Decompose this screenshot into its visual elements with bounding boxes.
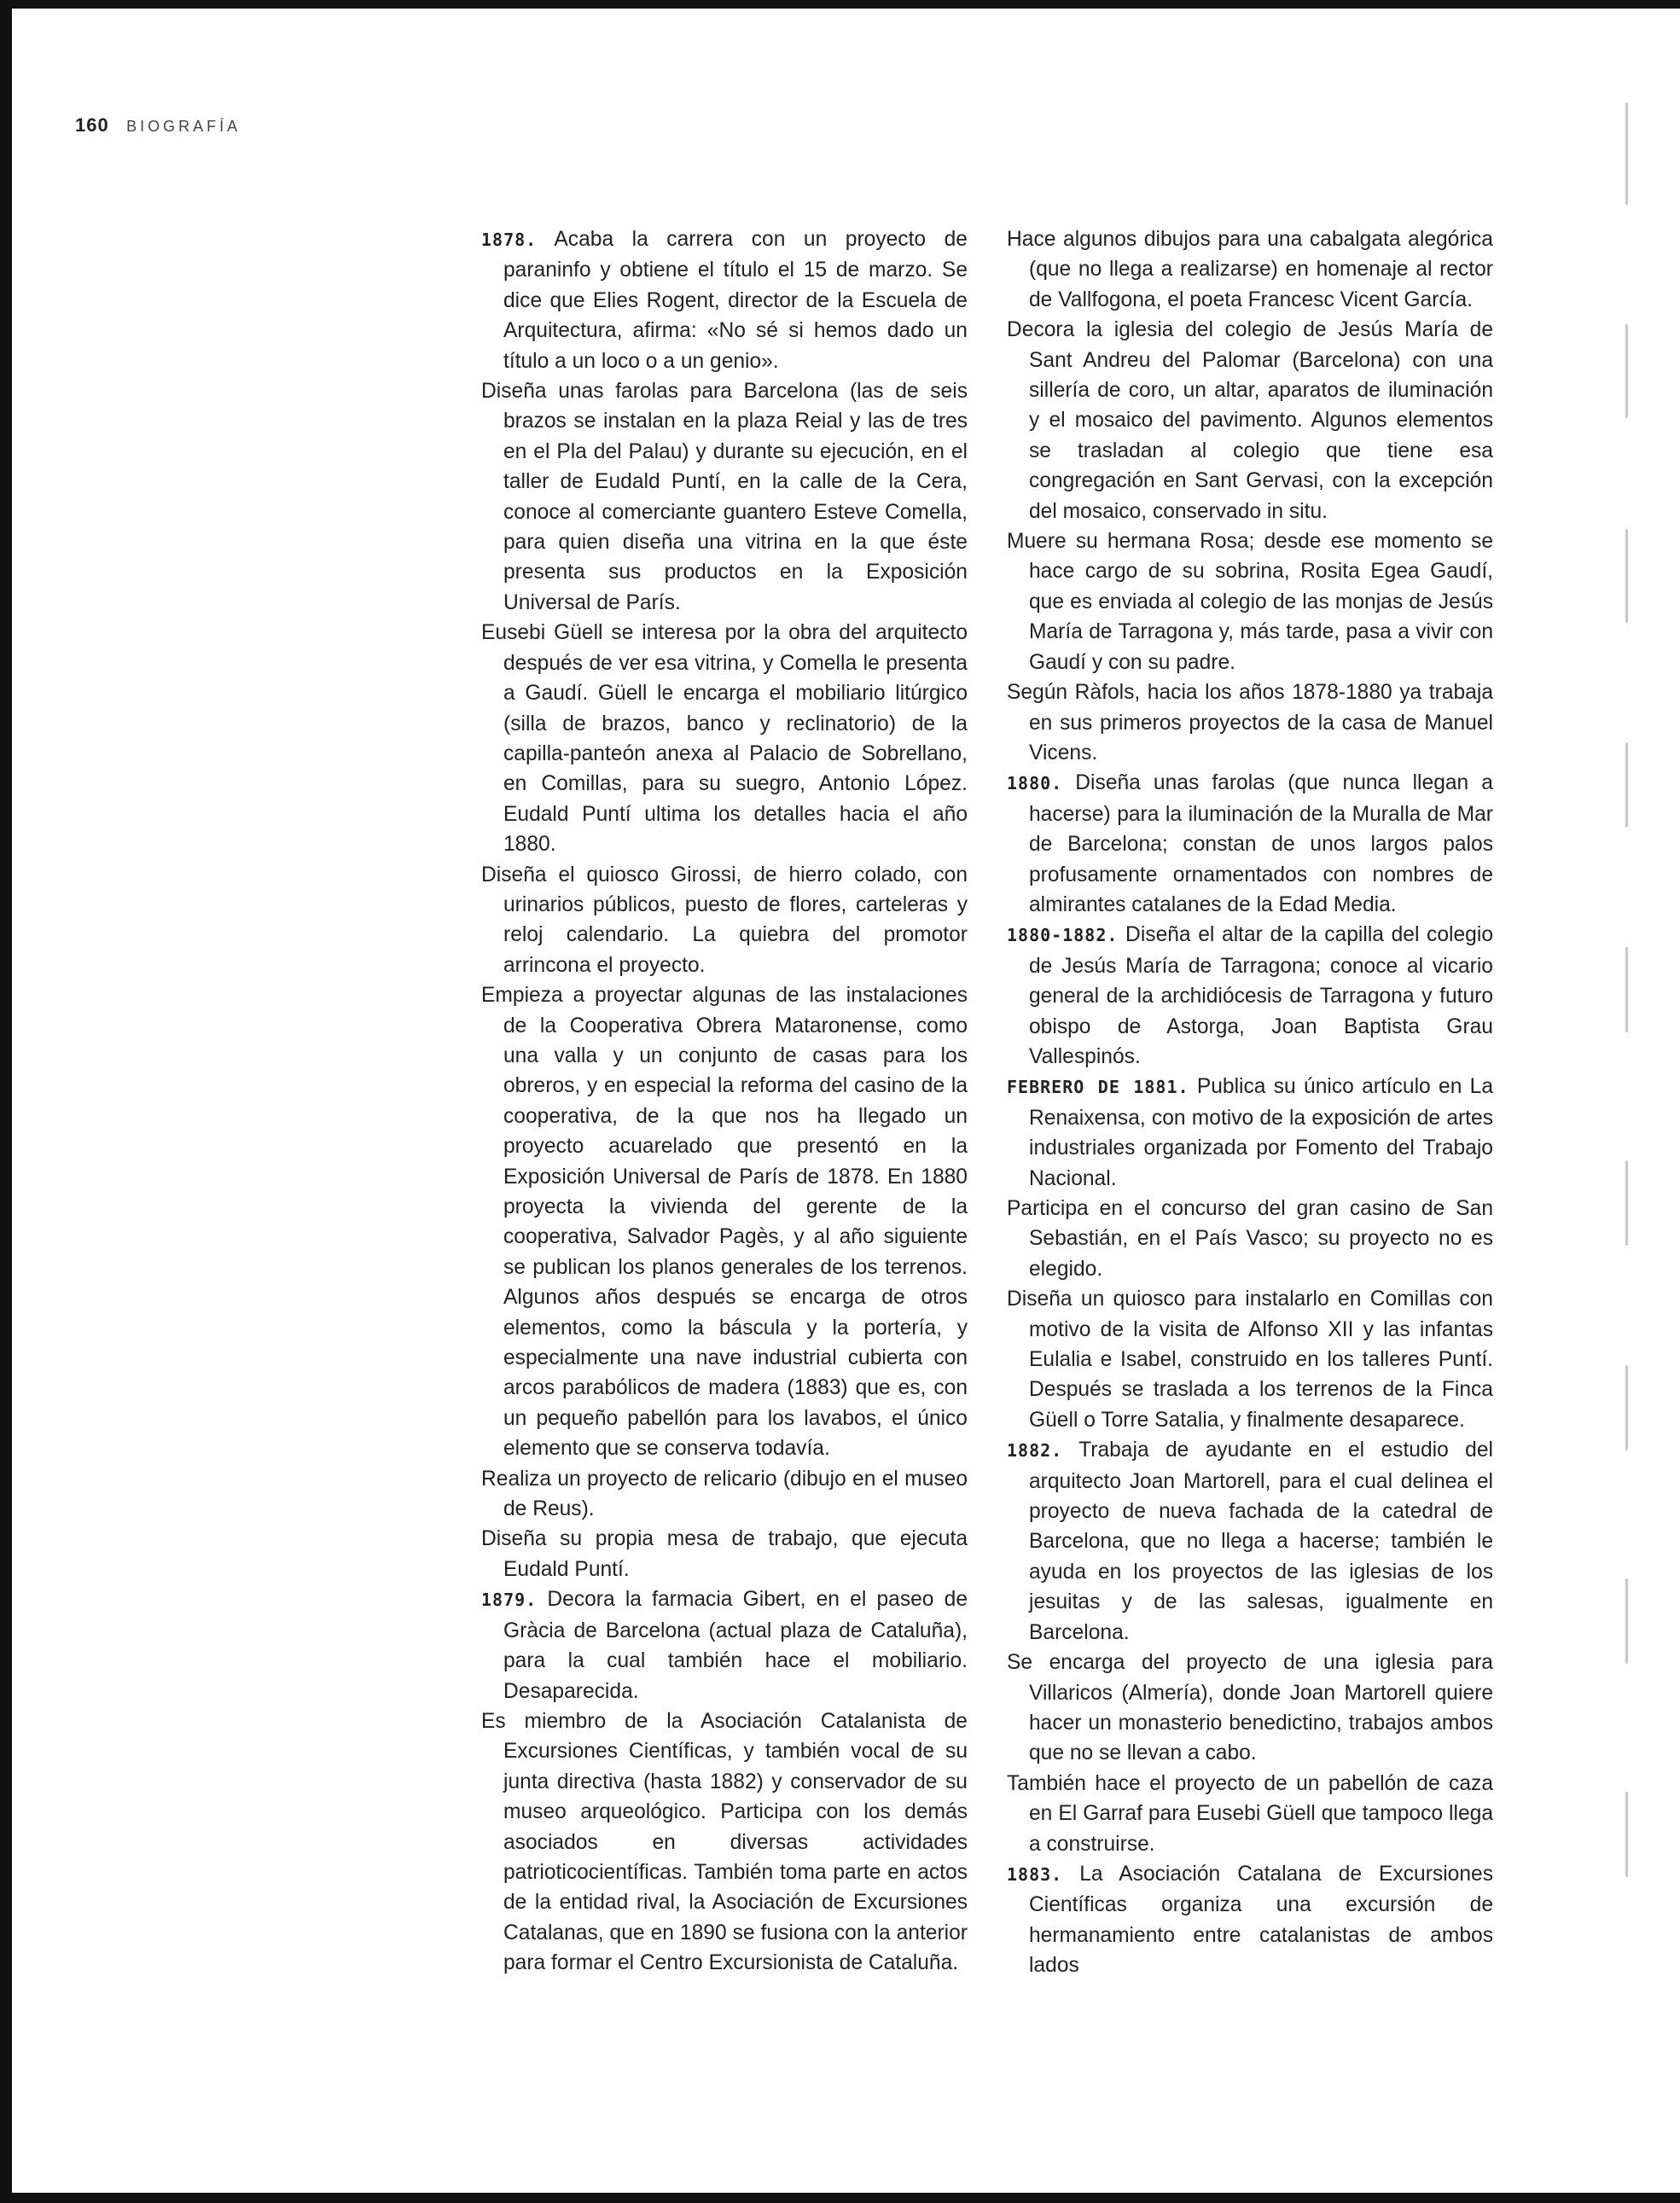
body-text: También hace el proyecto de un pabellón de caza en El Garraf para Eusebi Güell que tampoco llega a construirse. <box>1007 1771 1493 1856</box>
section-label: BIOGRAFÍA <box>126 118 241 135</box>
body-text: Publica su único artículo en <box>1189 1075 1470 1099</box>
paragraph <box>1007 526 1493 677</box>
binding-mark <box>1625 1160 1628 1246</box>
body-text: Diseña unas farolas para Barcelona (las de seis brazos se instalan en la plaza Reial y las de tres en el Pla del Palau) y durante su ejecución, en el taller de Eudald Puntí, en la calle de la Cera, conoce al comerciante guantero Esteve Comella, para quien diseña una vitrina en la que éste presenta sus productos en la Exposición Universal de París. <box>481 380 968 614</box>
body-text: La Asociación Catalana de Excursiones Científicas organiza una excursión de hermanamiento entre catalanistas de ambos lados <box>1029 1862 1493 1978</box>
body-text: Empieza a proyectar algunas de las instalaciones de la Cooperativa Obrera Mataronense, como una valla y un conjunto de casas para los obreros, y en especial la reforma del casino de la cooperativa, de la que nos ha llegado un proyecto acuarelado que presentó en la Exposición Universal de París de 1878. En 1880 proyecta la vivienda del gerente de la cooperativa, Salvador Pagès, y al año siguiente se publican los planos generales de los terrenos. Algunos años después se encarga de otros elementos, como la báscula y la portería, y especialmente una nave industrial cubierta con arcos parabólicos de madera (1883) que es, con un pequeño pabellón para los lavabos, el único elemento que se conserva todavía. <box>481 984 968 1461</box>
paragraph <box>1007 920 1493 1072</box>
body-text: Trabaja de ayudante en el estudio del arquitecto Joan Martorell, para el cual delinea el proyecto de nueva fachada de la catedral de Barcelona, que no llega a hacerse; también le ayuda en los proyectos de las iglesias de los jesuitas y de las salesas, igualmente en Barcelona. <box>1029 1439 1493 1644</box>
entry-date-lead: 1883. <box>1007 1863 1063 1885</box>
body-text: Participa en el concurso del gran casino de San Sebastián, en el País Vasco; su proyecto no es elegido. <box>1007 1197 1493 1281</box>
body-text: Acaba la carrera con un proyecto de paraninfo y obtiene el título el 15 de marzo. Se dice que Elies Rogent, director de la Escuela de Arquitectura, afirma: «No sé si hemos dado un título a un loco o a un genio». <box>503 228 968 373</box>
paragraph <box>481 1524 968 1584</box>
paragraph <box>481 618 968 859</box>
entry-date-lead: 1882. <box>1007 1440 1063 1462</box>
page-border-bottom <box>0 2193 1680 2203</box>
entry-date-lead: 1880-1882. <box>1007 925 1119 946</box>
body-text: Diseña un quiosco para instalarlo en Comillas con motivo de la visita de Alfonso XII y las infantas Eulalia e Isabel, construido en los talleres Puntí. Después se traslada a los terrenos de la Finca Güell o Torre Satalia, y finalmente desaparece. <box>1007 1288 1493 1432</box>
italic-text: La Renaixensa <box>1029 1075 1494 1130</box>
paragraph <box>1007 224 1493 315</box>
binding-mark <box>1625 102 1628 205</box>
body-text: Decora la farmacia Gibert, en el paseo de Gràcia de Barcelona (actual plaza de Cataluña), para la cual también hace el mobiliario. Desaparecida. <box>503 1588 968 1703</box>
body-text: Se encarga del proyecto de una iglesia para Villaricos (Almería), donde Joan Martorell quiere hacer un monasterio benedictino, trabajos ambos que no se llevan a cabo. <box>1007 1651 1493 1765</box>
paragraph <box>1007 677 1493 768</box>
page-number: 160 <box>75 114 109 136</box>
body-text: . <box>1322 499 1328 523</box>
page-border-left <box>0 0 12 2203</box>
running-header <box>75 114 241 137</box>
paragraph <box>1007 1435 1493 1648</box>
entry-date-lead: 1878. <box>481 230 538 250</box>
paragraph <box>1007 1648 1493 1769</box>
body-text: , con motivo de la exposición de artes industriales organizada por Fomento del Trabajo Nacional. <box>1029 1106 1493 1190</box>
page-border-top <box>0 0 1680 9</box>
body-text: Hace algunos dibujos para una cabalgata alegórica (que no llega a realizarse) en homenaje al rector de Vallfogona, el poeta Francesc Vicent García. <box>1007 228 1493 311</box>
entry-date-lead: FEBRERO DE 1881. <box>1007 1077 1189 1098</box>
text-column-right <box>1007 224 1493 1981</box>
body-text: Diseña su propia mesa de trabajo, que ejecuta Eudald Puntí. <box>481 1527 968 1581</box>
body-text: Realiza un proyecto de relicario (dibujo en el museo de Reus). <box>481 1467 968 1521</box>
paragraph <box>481 1584 968 1706</box>
binding-mark <box>1625 529 1628 623</box>
paragraph <box>1007 315 1493 526</box>
body-text: Eusebi Güell se interesa por la obra del arquitecto después de ver esa vitrina, y Comella le presenta a Gaudí. Güell le encarga el mobiliario litúrgico (silla de brazos, banco y reclinatorio) de la capilla-panteón anexa al Palacio de Sobrellano, en Comillas, para su suegro, Antonio López. Eudald Puntí ultima los detalles hacia el año 1880. <box>481 621 968 857</box>
binding-mark <box>1625 947 1628 1032</box>
binding-mark <box>1625 1792 1628 1877</box>
paragraph <box>1007 768 1493 920</box>
paragraph <box>1007 1284 1493 1435</box>
binding-mark <box>1625 324 1628 418</box>
paragraph <box>481 1464 968 1525</box>
body-text: Diseña el altar de la capilla del colegio de Jesús María de Tarragona; conoce al vicario general de la archidiócesis de Tarragona y futuro obispo de Astorga, Joan Baptista Grau Vallespinós. <box>1029 923 1493 1068</box>
binding-mark <box>1625 1365 1628 1450</box>
paragraph <box>481 860 968 981</box>
entry-date-lead: 1879. <box>481 1590 538 1611</box>
body-text: Diseña el quiosco Girossi, de hierro colado, con urinarios públicos, puesto de flores, carteleras y reloj calendario. La quiebra del promotor arrincona el proyecto. <box>481 863 968 977</box>
entry-date-lead: 1880. <box>1007 773 1063 794</box>
body-text: Es miembro de la Asociación Catalanista de Excursiones Científicas, y también vocal de su junta directiva (hasta 1882) y conservador de su museo arqueológico. Participa con los demás asociados en diversas actividades patrioticocientíficas. También toma parte en actos de la entidad rival, la Asociación de Excursiones Catalanas, que en 1890 se fusiona con la anterior para formar el Centro Excursionista de Cataluña. <box>481 1709 968 1975</box>
binding-mark <box>1625 1578 1628 1664</box>
italic-text: in situ <box>1266 499 1322 523</box>
paragraph <box>481 224 968 376</box>
body-text: Diseña unas farolas (que nunca llegan a hacerse) para la iluminación de la Muralla de Mar de Barcelona; constan de unos largos palos profusamente ornamentados con nombres de almirantes catalanes de la Edad Media. <box>1029 771 1493 916</box>
paragraph <box>1007 1194 1493 1284</box>
paragraph <box>1007 1072 1493 1194</box>
binding-mark <box>1625 742 1628 828</box>
paragraph <box>481 1706 968 1979</box>
body-text: Según Ràfols, hacia los años 1878-1880 ya trabaja en sus primeros proyectos de la casa de Manuel Vicens. <box>1007 681 1493 764</box>
body-text: Muere su hermana Rosa; desde ese momento se hace cargo de su sobrina, Rosita Egea Gaudí, que es enviada al colegio de las monjas de Jesús María de Tarragona y, más tarde, pasa a vivir con Gaudí y con su padre. <box>1007 530 1493 674</box>
body-text: Decora la iglesia del colegio de Jesús María de Sant Andreu del Palomar (Barcelona) con una sillería de coro, un altar, aparatos de iluminación y el mosaico del pavimento. Algunos elementos se trasladan al colegio que tiene esa congregación en Sant Gervasi, con la excepción del mosaico, conservado <box>1007 318 1493 523</box>
paragraph <box>1007 1859 1493 1981</box>
paragraph <box>481 980 968 1464</box>
text-column-left <box>481 224 968 1979</box>
paragraph <box>1007 1769 1493 1859</box>
paragraph <box>481 376 968 618</box>
